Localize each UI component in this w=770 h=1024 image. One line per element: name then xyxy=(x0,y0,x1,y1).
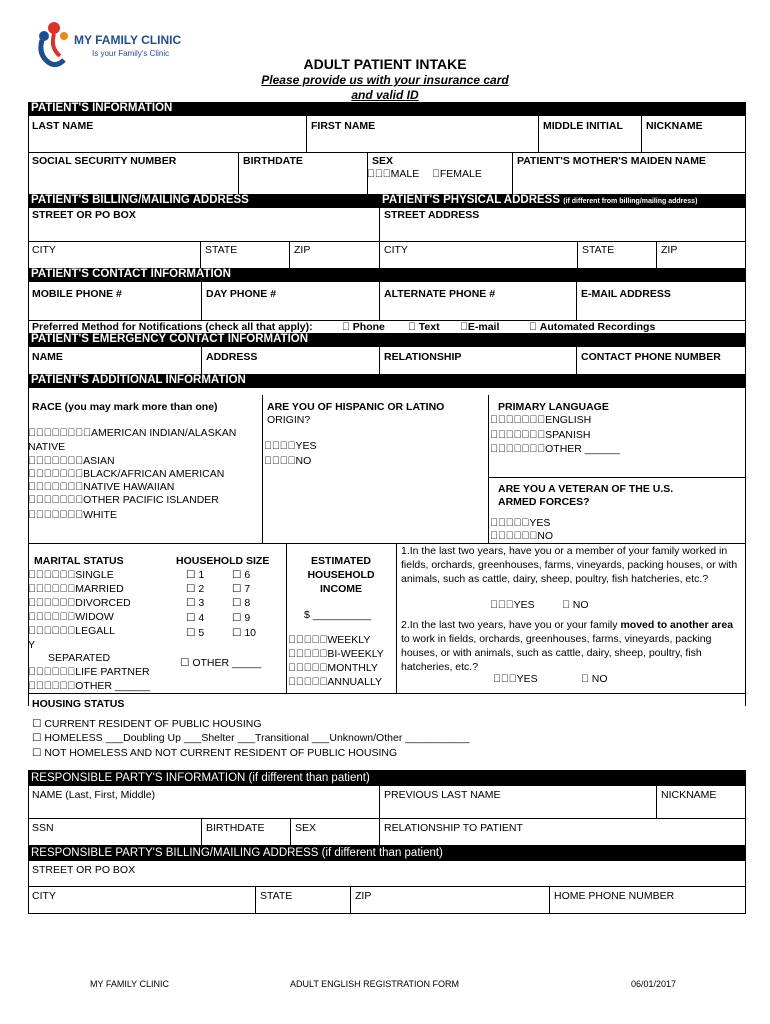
question-2-post: to work in fields, orchards, greenhouses, farms, vineyards, packing houses, or with animals, such as cattle, dairy, sheep, poultry, fish hatcheries, etc.? xyxy=(401,633,712,673)
emergency-relationship-label: RELATIONSHIP xyxy=(384,351,462,363)
marital-single-checkbox[interactable]: SINGLE xyxy=(28,569,67,581)
race-american-indian-checkbox[interactable]: AMERICAN INDIAN/ALASKAN xyxy=(28,427,174,439)
question-1-text: 1.In the last two years, have you or a member of your family worked in fields, orchards, greenhouses, farms, vineyards, packing houses, or with animals, such as cattle, dairy, sheep, poultry, fish hatcheries, etc.? xyxy=(401,545,738,585)
day-phone-label: DAY PHONE # xyxy=(206,288,277,300)
household-9-checkbox[interactable]: ☐ 9 xyxy=(232,612,251,624)
billing-zip-label: ZIP xyxy=(294,244,311,256)
household-8-checkbox[interactable]: ☐ 8 xyxy=(232,597,251,609)
responsible-prev-name-label: PREVIOUS LAST NAME xyxy=(384,789,501,801)
physical-header xyxy=(379,194,746,208)
race-label: RACE (you may mark more than one) xyxy=(32,401,218,413)
household-7-checkbox[interactable]: ☐ 7 xyxy=(232,583,251,595)
race-white-checkbox[interactable]: WHITE xyxy=(28,509,62,521)
responsible-nickname-label: NICKNAME xyxy=(661,789,717,801)
income-annually-checkbox[interactable]: ANNUALLY xyxy=(288,676,343,688)
marital-separated: SEPARATED xyxy=(48,652,111,664)
birthdate-label: BIRTHDATE xyxy=(243,155,303,167)
marital-partner-checkbox[interactable]: LIFE PARTNER xyxy=(28,666,103,678)
language-label: PRIMARY LANGUAGE xyxy=(498,401,609,413)
patient-info-header: PATIENT'S INFORMATION xyxy=(28,102,746,116)
logo-tagline: Is your Family's Clinic xyxy=(92,49,170,58)
sex-female-checkbox[interactable]: FEMALE xyxy=(432,168,475,180)
sex-male-checkbox[interactable]: MALE xyxy=(367,168,396,180)
footer-date: 06/01/2017 xyxy=(631,979,677,989)
billing-header: PATIENT'S BILLING/MAILING ADDRESS xyxy=(28,194,379,208)
veteran-yes-checkbox[interactable]: YES xyxy=(490,517,512,529)
contact-header: PATIENT'S CONTACT INFORMATION xyxy=(28,268,746,282)
subtitle-line-2: and valid ID xyxy=(351,88,419,102)
resp-zip-label: ZIP xyxy=(355,890,372,902)
additional-header: PATIENT'S ADDITIONAL INFORMATION xyxy=(28,374,746,388)
marital-married-checkbox[interactable]: MARRIED xyxy=(28,583,77,595)
emergency-header: PATIENT'S EMERGENCY CONTACT INFORMATION xyxy=(28,333,746,347)
question-1-no-checkbox[interactable]: NO xyxy=(562,599,578,611)
question-2-pre: 2.In the last two years, have you or your family xyxy=(401,619,621,631)
mothers-maiden-label: PATIENT'S MOTHER'S MAIDEN NAME xyxy=(517,155,706,167)
income-label-3: INCOME xyxy=(320,583,362,595)
physical-state-label: STATE xyxy=(582,244,615,256)
physical-header-text: PATIENT'S PHYSICAL ADDRESS xyxy=(382,194,561,206)
first-name-label: FIRST NAME xyxy=(311,120,376,132)
emergency-name-label: NAME xyxy=(32,351,63,363)
veteran-label: ARE YOU A VETERAN OF THE U.S. xyxy=(498,483,674,495)
veteran-label-cont: ARMED FORCES? xyxy=(498,496,590,508)
sex-label: SEX xyxy=(372,155,394,167)
marital-label: MARITAL STATUS xyxy=(34,555,124,567)
responsible-ssn-label: SSN xyxy=(32,822,54,834)
income-amount-field[interactable]: $ __________ xyxy=(304,609,372,621)
household-1-checkbox[interactable]: ☐ 1 xyxy=(186,569,205,581)
language-english-checkbox[interactable]: ENGLISH xyxy=(490,414,537,426)
physical-header-note: (if different from billing/mailing address) xyxy=(563,198,698,205)
housing-public-checkbox[interactable]: ☐ CURRENT RESIDENT OF PUBLIC HOUSING xyxy=(32,718,262,730)
household-6-checkbox[interactable]: ☐ 6 xyxy=(232,569,251,581)
household-4-checkbox[interactable]: ☐ 4 xyxy=(186,612,205,624)
resp-home-phone-label: HOME PHONE NUMBER xyxy=(554,890,675,902)
income-weekly-checkbox[interactable]: WEEKLY xyxy=(288,634,331,646)
language-other-checkbox[interactable]: OTHER ______ xyxy=(490,443,565,455)
notify-phone-checkbox[interactable]: Phone xyxy=(342,321,375,333)
race-hawaiian-checkbox[interactable]: NATIVE HAWAIIAN xyxy=(28,481,120,493)
physical-street-label: STREET ADDRESS xyxy=(384,209,480,221)
question-2-bold: moved to another area xyxy=(620,619,734,631)
responsible-name-label: NAME (Last, First, Middle) xyxy=(32,789,156,801)
ssn-label: SOCIAL SECURITY NUMBER xyxy=(32,155,177,167)
household-3-checkbox[interactable]: ☐ 3 xyxy=(186,597,205,609)
race-asian-checkbox[interactable]: ASIAN xyxy=(28,455,60,467)
responsible-relationship-label: RELATIONSHIP TO PATIENT xyxy=(384,822,523,834)
veteran-no-checkbox[interactable]: NO xyxy=(490,530,506,542)
marital-widow-checkbox[interactable]: WIDOW xyxy=(28,611,67,623)
physical-zip-label: ZIP xyxy=(661,244,678,256)
question-2-text xyxy=(401,618,743,674)
resp-city-label: CITY xyxy=(32,890,56,902)
subtitle-line-1: Please provide us with your insurance card xyxy=(261,73,509,87)
emergency-address-label: ADDRESS xyxy=(206,351,258,363)
income-label-2: HOUSEHOLD xyxy=(307,569,375,581)
race-pacific-checkbox[interactable]: OTHER PACIFIC ISLANDER xyxy=(28,494,164,506)
footer-form-name: ADULT ENGLISH REGISTRATION FORM xyxy=(290,979,460,989)
household-other-checkbox[interactable]: ☐ OTHER _____ xyxy=(180,657,262,669)
hispanic-label-cont: ORIGIN? xyxy=(267,414,311,426)
alternate-phone-label: ALTERNATE PHONE # xyxy=(384,288,496,300)
marital-legally-checkbox[interactable]: LEGALL xyxy=(28,625,68,637)
hispanic-no-checkbox[interactable]: NO xyxy=(264,455,280,467)
notify-text-checkbox[interactable]: Text xyxy=(408,321,429,333)
responsible-sex-label: SEX xyxy=(295,822,317,834)
marital-legally-cont: Y xyxy=(28,639,36,651)
housing-not-homeless-checkbox[interactable]: ☐ NOT HOMELESS AND NOT CURRENT RESIDENT OF PUBLIC HOUSING xyxy=(32,747,398,759)
household-10-checkbox[interactable]: ☐ 10 xyxy=(232,627,257,639)
email-label: E-MAIL ADDRESS xyxy=(581,288,671,300)
housing-label: HOUSING STATUS xyxy=(32,698,125,710)
income-label-1: ESTIMATED xyxy=(311,555,371,567)
billing-state-label: STATE xyxy=(205,244,238,256)
question-2-no-checkbox[interactable]: NO xyxy=(581,673,597,685)
housing-homeless-checkbox[interactable]: ☐ HOMELESS ___Doubling Up ___Shelter ___Transitional ___Unknown/Other ___________ xyxy=(32,732,470,744)
nickname-label: NICKNAME xyxy=(646,120,703,132)
footer-clinic: MY FAMILY CLINIC xyxy=(90,979,170,989)
notify-email-checkbox[interactable]: E-mail xyxy=(460,321,492,333)
billing-street-label: STREET OR PO BOX xyxy=(32,209,136,221)
page-title: ADULT PATIENT INTAKE xyxy=(303,56,467,72)
responsible-birthdate-label: BIRTHDATE xyxy=(206,822,265,834)
race-american-indian-cont: NATIVE xyxy=(28,441,66,453)
household-5-checkbox[interactable]: ☐ 5 xyxy=(186,627,205,639)
hispanic-yes-checkbox[interactable]: YES xyxy=(264,440,286,452)
physical-city-label: CITY xyxy=(384,244,408,256)
marital-divorced-checkbox[interactable]: DIVORCED xyxy=(28,597,84,609)
logo-brand: MY FAMILY CLINIC xyxy=(74,33,182,47)
income-biweekly-checkbox[interactable]: BI-WEEKLY xyxy=(288,648,345,660)
resp-billing-header: RESPONSIBLE PARTY'S BILLING/MAILING ADDRESS (if different than patient) xyxy=(28,845,746,861)
hispanic-label: ARE YOU OF HISPANIC OR LATINO xyxy=(267,401,445,413)
notify-automated-checkbox[interactable]: Automated Recordings xyxy=(529,321,645,333)
mobile-phone-label: MOBILE PHONE # xyxy=(32,288,122,300)
household-label: HOUSEHOLD SIZE xyxy=(176,555,270,567)
household-2-checkbox[interactable]: ☐ 2 xyxy=(186,583,205,595)
race-black-checkbox[interactable]: BLACK/AFRICAN AMERICAN xyxy=(28,468,170,480)
emergency-phone-label: CONTACT PHONE NUMBER xyxy=(581,351,721,363)
middle-initial-label: MIDDLE INITIAL xyxy=(543,120,623,132)
responsible-header: RESPONSIBLE PARTY'S INFORMATION (if different than patient) xyxy=(28,770,746,786)
language-spanish-checkbox[interactable]: SPANISH xyxy=(490,429,536,441)
resp-state-label: STATE xyxy=(260,890,293,902)
last-name-label: LAST NAME xyxy=(32,120,94,132)
resp-street-label: STREET OR PO BOX xyxy=(32,864,136,876)
income-monthly-checkbox[interactable]: MONTHLY xyxy=(288,662,339,674)
billing-city-label: CITY xyxy=(32,244,56,256)
notification-pref-label: Preferred Method for Notifications (check all that apply): xyxy=(32,321,313,333)
question-1-yes-checkbox[interactable]: YES xyxy=(490,599,512,611)
marital-other-checkbox[interactable]: OTHER ______ xyxy=(28,680,103,692)
question-2-yes-checkbox[interactable]: YES xyxy=(493,673,515,685)
